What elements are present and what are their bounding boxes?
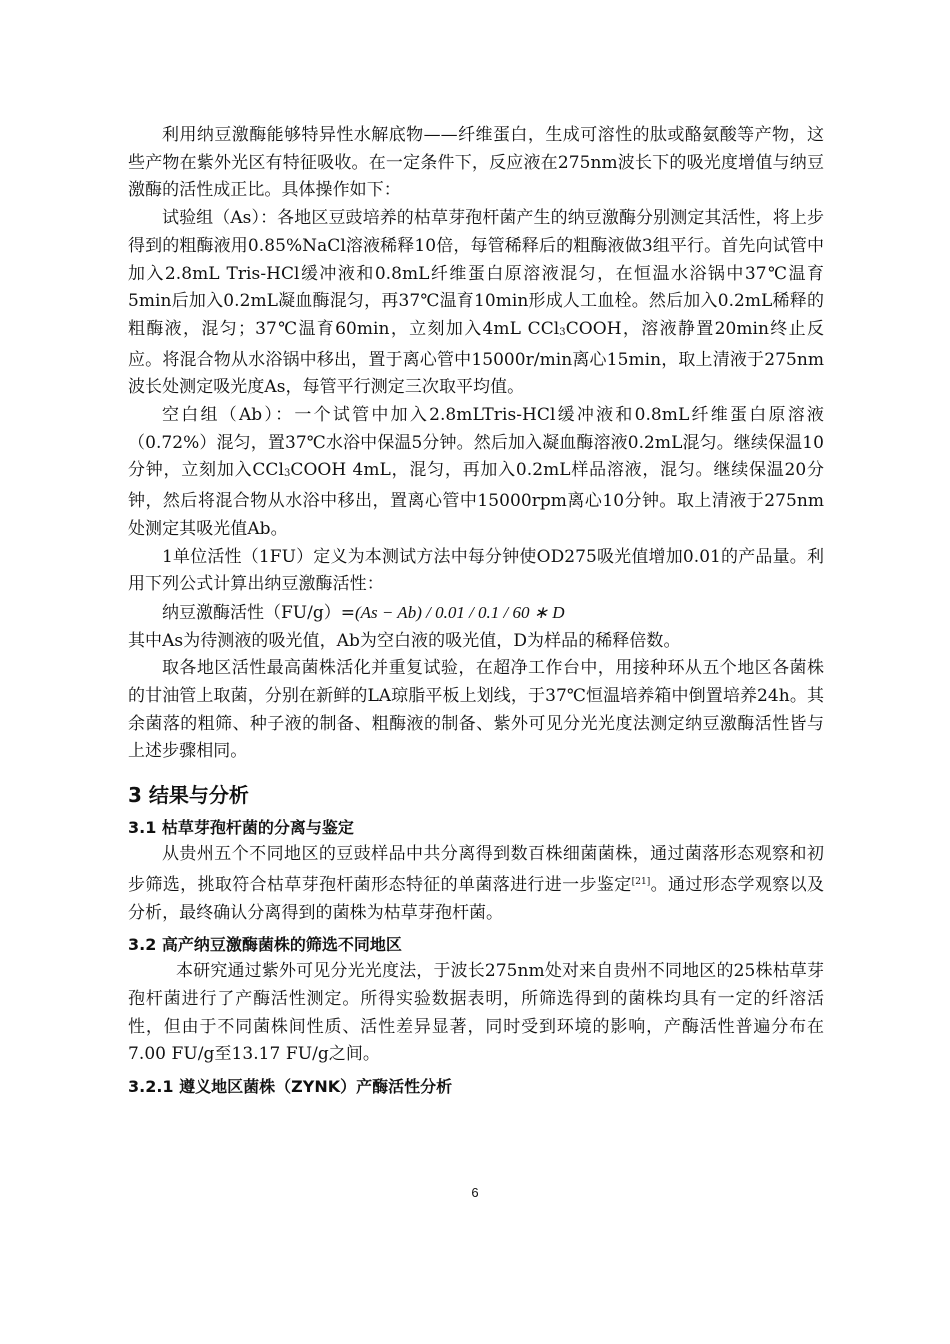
activity-formula	[128, 599, 824, 628]
page-body	[128, 122, 824, 1100]
test-group-paragraph	[128, 205, 824, 402]
section-3-2-1-heading: 3.2.1 遵义地区菌株（ZYNK）产酶活性分析	[128, 1077, 453, 1097]
section-3-1-heading: 3.1 枯草芽孢杆菌的分离与鉴定	[128, 818, 354, 838]
section-3-1-paragraph	[128, 841, 824, 927]
citation-ref: [21]	[631, 876, 651, 887]
repeat-experiment-paragraph: 取各地区活性最高菌株活化并重复试验，在超净工作台中，用接种环从五个地区各菌株的甘油管上取菌，分别在新鲜的LA琼脂平板上划线，于37℃恒温培养箱中倒置培养24h。其余菌落的粗筛、种子液的制备、粗酶液的制备、紫外可见分光光度法测定纳豆激酶活性皆与上述步骤相同。	[128, 658, 824, 762]
section-3-2-heading: 3.2 高产纳豆激酶菌株的筛选不同地区	[128, 935, 402, 955]
test-group-text-a: 试验组（As）：各地区豆豉培养的枯草芽孢杆菌产生的纳豆激酶分别测定其活性，将上步得到的粗酶液用0.85%NaCl溶液稀释10倍，每管稀释后的粗酶液做3组平行。首先向试管中加入2.8mL Tris-HCl缓冲液和0.8mL纤维蛋白原溶液混匀，在恒温水浴锅中37℃温育5min后加入0.2mL凝血酶混匀，再37℃温育10min形成人工血栓。然后加入0.2mL稀释的粗酶液，混匀；37℃温育60min，立刻加入4mL CCl	[128, 208, 824, 339]
blank-group-text-a: 空白组（Ab）：一个试管中加入2.8mLTris-HCl缓冲液和0.8mL纤维蛋白原溶液（0.72%）混匀，置37℃水浴中保温5分钟。然后加入凝血酶溶液0.2mL混匀。继续保温10分钟，立刻加入CCl	[128, 405, 824, 481]
test-group-subscript: 3	[559, 326, 566, 338]
unit-definition-paragraph: 1单位活性（1FU）定义为本测试方法中每分钟使OD275吸光值增加0.01的产品量。利用下列公式计算出纳豆激酶活性：	[128, 546, 824, 595]
test-group-text-b: COOH，溶液静置20min终止反应。将混合物从水浴锅中移出，置于离心管中15000r/min离心15min，取上清液于275nm波长处测定吸光度As，每管平行测定三次取平均值。	[128, 318, 824, 398]
blank-group-text-b: COOH 4mL，混匀，再加入0.2mL样品溶液，混匀。继续保温20分钟，然后将混合物从水浴中移出，置离心管中15000rpm离心10分钟。取上清液于275nm处测定其吸光值Ab。	[128, 460, 824, 539]
blank-group-subscript: 3	[283, 468, 291, 480]
variables-paragraph: 其中As为待测液的吸光值，Ab为空白液的吸光值，D为样品的稀释倍数。	[128, 630, 681, 651]
section-3-1-text-b: 。通过形态学观察以及分析，最终确认分离得到的菌株为枯草芽孢杆菌。	[128, 874, 824, 923]
blank-group-paragraph	[128, 402, 824, 544]
intro-paragraph: 利用纳豆激酶能够特异性水解底物——纤维蛋白，生成可溶性的肽或酪氨酸等产物，这些产物在紫外光区有特征吸收。在一定条件下，反应液在275nm波长下的吸光度增值与纳豆激酶的活性成正比。具体操作如下：	[128, 125, 824, 201]
section-3-2-paragraph: 本研究通过紫外可见分光光度法，于波长275nm处对来自贵州不同地区的25株枯草芽孢杆菌进行了产酶活性测定。所得实验数据表明，所筛选得到的菌株均具有一定的纤溶活性，但由于不同菌株间性质、活性差异显著，同时受到环境的影响，产酶活性普遍分布在7.00 FU/g至13.17 FU/g之间。	[128, 961, 824, 1065]
section-3-1-text-a: 从贵州五个不同地区的豆豉样品中共分离得到数百株细菌菌株，通过菌落形态观察和初步筛选，挑取符合枯草芽孢杆菌形态特征的单菌落进行进一步鉴定	[128, 844, 824, 895]
page-number: 6	[471, 1185, 479, 1200]
section-3-heading: 3 结果与分析	[128, 783, 249, 808]
formula-expression: (As − Ab) / 0.01 / 0.1 / 60 ∗ D	[354, 602, 565, 622]
formula-label: 纳豆激酶活性（FU/g）=	[162, 602, 355, 623]
